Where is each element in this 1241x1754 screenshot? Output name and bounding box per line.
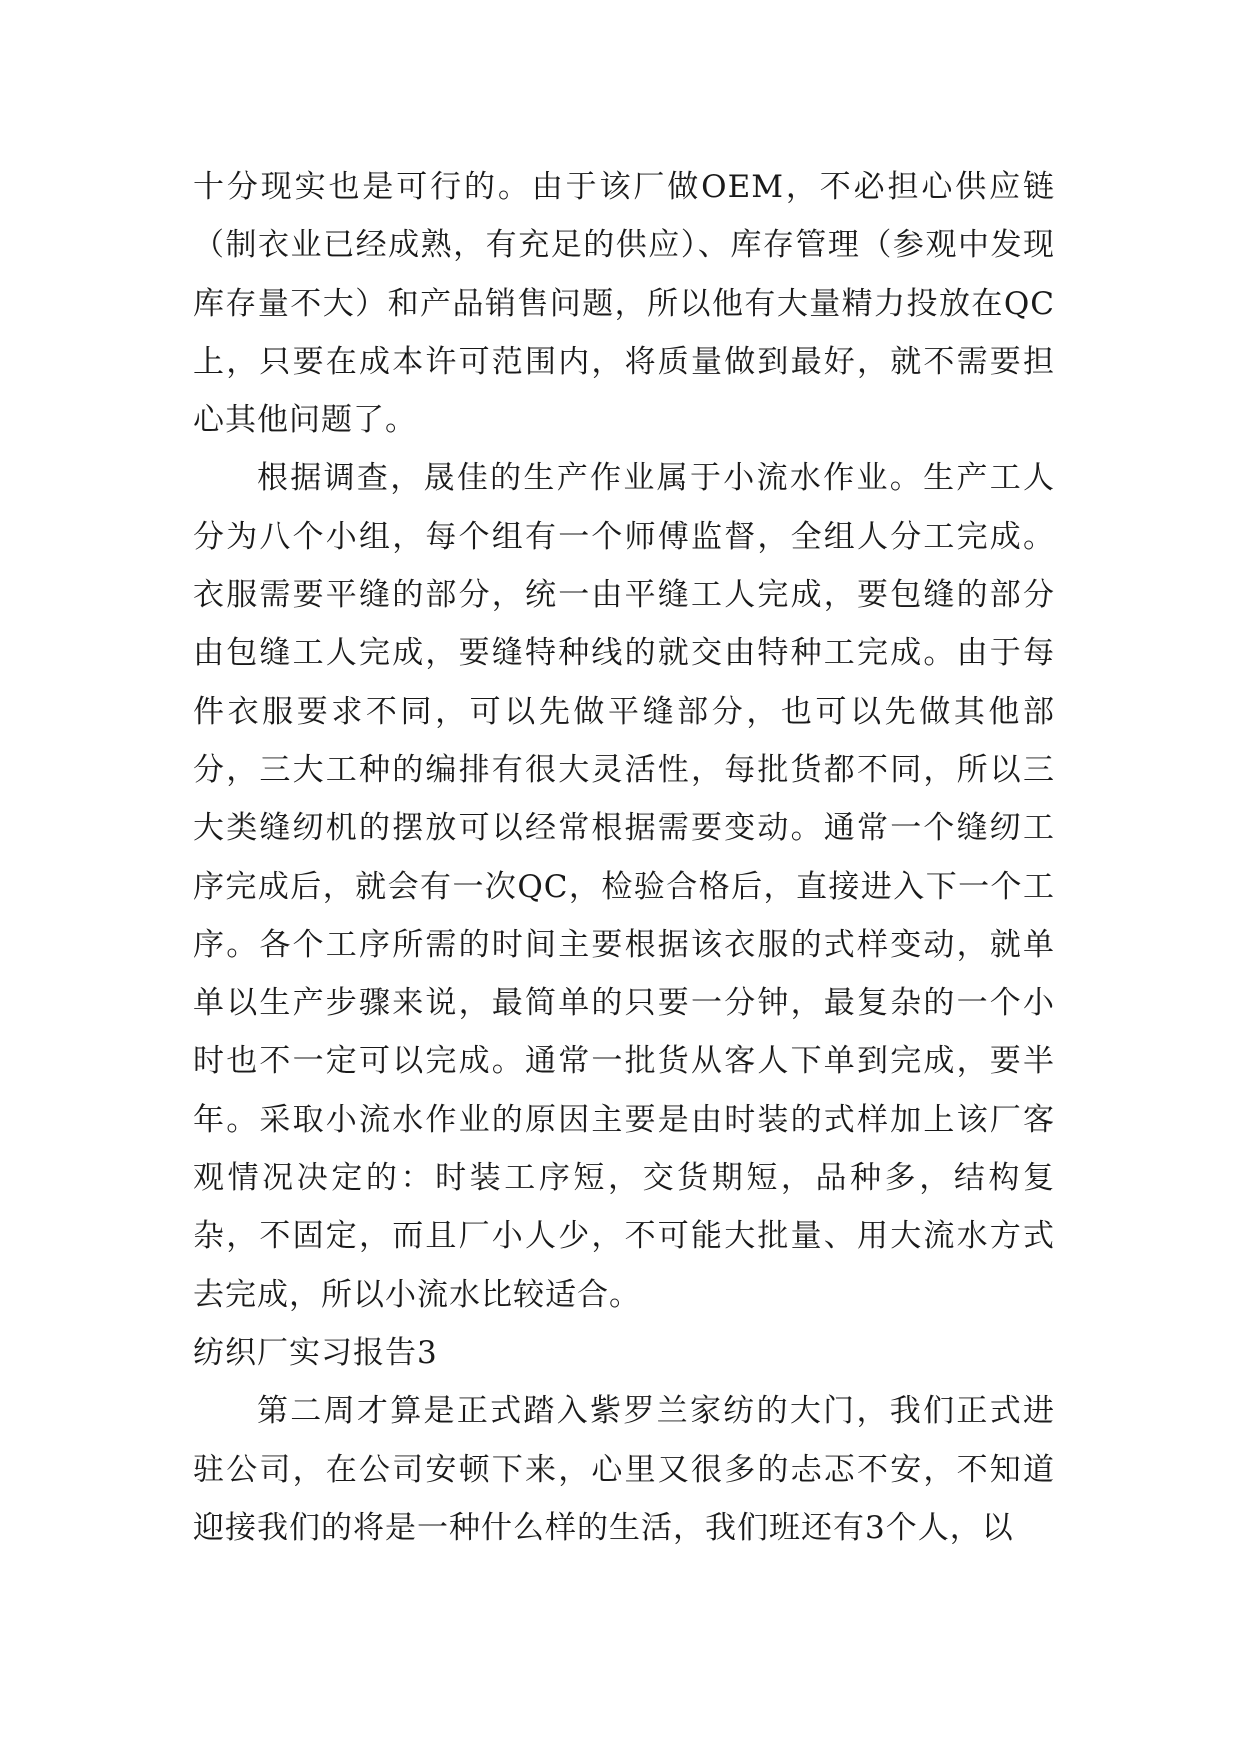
paragraph-continuation: 十分现实也是可行的。由于该厂做OEM，不必担心供应链（制衣业已经成熟，有充足的供应）、库存管理（参观中发现库存量不大）和产品销售问题，所以他有大量精力投放在QC上，只要在成本许可范围内，将质量做到最好，就不需要担心其他问题了。 bbox=[193, 169, 1055, 439]
section-title: 纺织厂实习报告3 bbox=[193, 1334, 438, 1371]
paragraph-section-start: 第二周才算是正式踏入紫罗兰家纺的大门，我们正式进驻公司，在公司安顿下来，心里又很多的忐忑不安，不知道迎接我们的将是一种什么样的生活，我们班还有3个人，以 bbox=[193, 1393, 1055, 1546]
document-page bbox=[193, 158, 1055, 1557]
paragraph-production: 根据调查，晟佳的生产作业属于小流水作业。生产工人分为八个小组，每个组有一个师傅监督，全组人分工完成。衣服需要平缝的部分，统一由平缝工人完成，要包缝的部分由包缝工人完成，要缝特种线的就交由特种工完成。由于每件衣服要求不同，可以先做平缝部分，也可以先做其他部分，三大工种的编排有很大灵活性，每批货都不同，所以三大类缝纫机的摆放可以经常根据需要变动。通常一个缝纫工序完成后，就会有一次QC，检验合格后，直接进入下一个工序。各个工序所需的时间主要根据该衣服的式样变动，就单单以生产步骤来说，最简单的只要一分钟，最复杂的一个小时也不一定可以完成。通常一批货从客人下单到完成，要半年。采取小流水作业的原因主要是由时装的式样加上该厂客观情况决定的：时装工序短，交货期短，品种多，结构复杂，不固定，而且厂小人少，不可能大批量、用大流水方式去完成，所以小流水比较适合。 bbox=[193, 460, 1055, 1313]
